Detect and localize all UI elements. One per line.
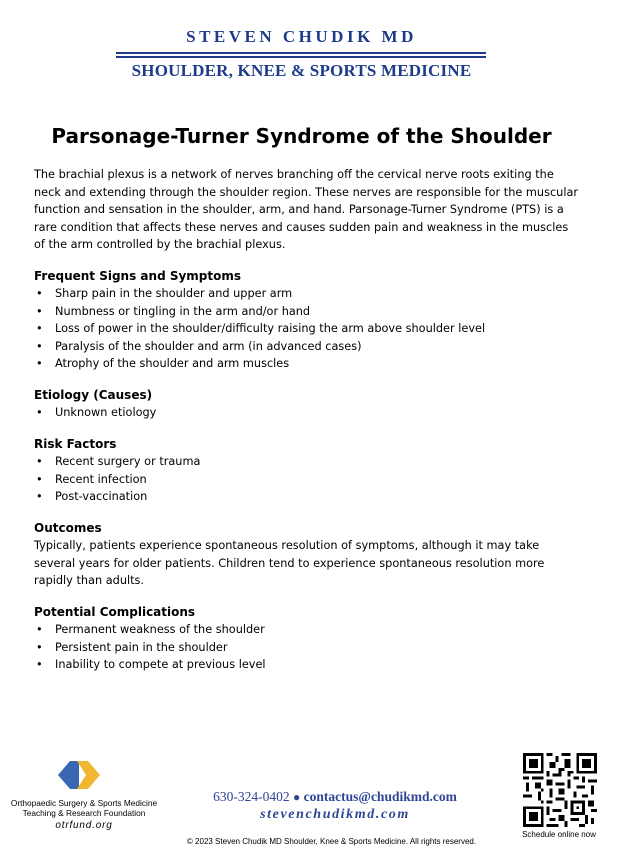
document-title: Parsonage-Turner Syndrome of the Shoulder bbox=[51, 124, 552, 148]
intro-paragraph: The brachial plexus is a network of nerves branching off the cervical nerve roots exiting the neck and extending through the shoulder region. These nerves are responsible for the muscular function and sensation in the shoulder, arm, and hand. Parsonage-Turner Syndrome (PTS) is a rare condition that affects these nerves and causes sudden pain and weakness in the muscles of the arm controlled by the brachial plexus. bbox=[34, 168, 579, 251]
outcomes-paragraph: Typically, patients experience spontaneous resolution of symptoms, although it may take several years for older patients. Children tend to experience spontaneous resolution more rapidly than adults. bbox=[34, 539, 545, 587]
list-item: • Permanent weakness of the shoulder bbox=[34, 621, 579, 639]
list-item: • Atrophy of the shoulder and arm muscles bbox=[34, 355, 579, 373]
header-rule-top bbox=[116, 52, 486, 54]
list-item: • Numbness or tingling in the arm and/or hand bbox=[34, 303, 579, 321]
phone-number[interactable]: 630-324-0402 bbox=[213, 789, 290, 804]
list-item: • Loss of power in the shoulder/difficulty raising the arm above shoulder level bbox=[34, 320, 579, 338]
letterhead bbox=[0, 0, 623, 85]
list-item: • Inability to compete at previous level bbox=[34, 656, 579, 674]
section-heading: Etiology (Causes) bbox=[34, 387, 153, 402]
foundation-name-line2: Teaching & Research Foundation bbox=[22, 807, 146, 818]
symptom-list bbox=[34, 285, 579, 373]
foundation-link[interactable]: otrfund.org bbox=[55, 820, 113, 831]
section-risk-factors bbox=[34, 436, 579, 506]
risk-factor-list bbox=[34, 453, 579, 506]
section-outcomes bbox=[34, 520, 579, 590]
header-rule-bottom bbox=[116, 56, 486, 58]
foundation-name bbox=[0, 799, 168, 818]
list-item: • Persistent pain in the shoulder bbox=[34, 639, 579, 657]
separator-dot-icon: ● bbox=[293, 790, 301, 804]
email-link[interactable]: contactus@chudikmd.com bbox=[303, 789, 457, 804]
practice-specialty: SHOULDER, KNEE & SPORTS MEDICINE bbox=[131, 61, 472, 80]
section-heading: Outcomes bbox=[34, 520, 102, 535]
practice-name: STEVEN CHUDIK MD bbox=[186, 27, 417, 46]
qr-code-icon[interactable] bbox=[523, 753, 597, 827]
list-item: • Post-vaccination bbox=[34, 488, 579, 506]
section-heading: Risk Factors bbox=[34, 436, 117, 451]
foundation-logo-icon bbox=[56, 758, 102, 792]
etiology-list bbox=[34, 404, 579, 422]
list-item: • Sharp pain in the shoulder and upper arm bbox=[34, 285, 579, 303]
page-footer bbox=[0, 740, 623, 853]
section-etiology bbox=[34, 387, 579, 422]
section-heading: Frequent Signs and Symptoms bbox=[34, 268, 242, 283]
section-heading: Potential Complications bbox=[34, 604, 196, 619]
complication-list bbox=[34, 621, 579, 674]
website-link[interactable]: stevenchudikmd.com bbox=[260, 807, 410, 822]
list-item: • Unknown etiology bbox=[34, 404, 579, 422]
section-complications bbox=[34, 604, 579, 674]
document-body bbox=[34, 166, 579, 674]
list-item: • Recent infection bbox=[34, 471, 579, 489]
copyright-notice: © 2023 Steven Chudik MD Shoulder, Knee & Sports Medicine. All rights reserved. bbox=[186, 837, 477, 846]
section-symptoms bbox=[34, 268, 579, 373]
contact-line bbox=[190, 789, 480, 805]
list-item: • Recent surgery or trauma bbox=[34, 453, 579, 471]
list-item: • Paralysis of the shoulder and arm (in advanced cases) bbox=[34, 338, 579, 356]
qr-caption: Schedule online now bbox=[522, 830, 596, 839]
foundation-name-line1: Orthopaedic Surgery & Sports Medicine bbox=[10, 798, 158, 808]
